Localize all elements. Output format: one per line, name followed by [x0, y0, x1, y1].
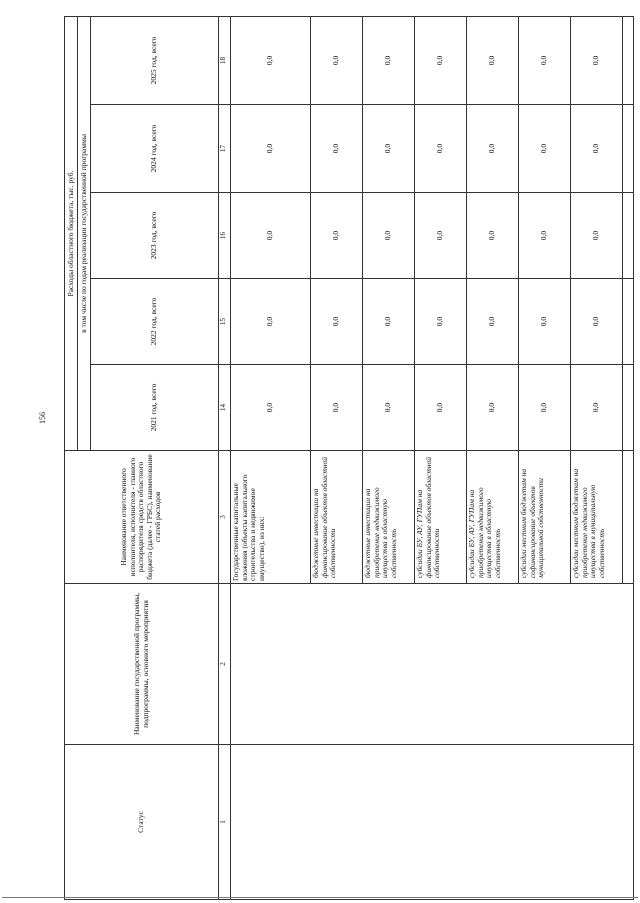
cell-value: 0,0: [415, 365, 467, 451]
header-budget-title: Расходы областного бюджета, тыс. руб.: [65, 16, 78, 450]
budget-table: [64, 16, 634, 900]
cell-value: 0,0: [311, 16, 363, 104]
cell-value: 0,0: [363, 105, 415, 193]
header-year-2022: 2022 год, всего: [91, 279, 219, 365]
empty-cell: [623, 451, 634, 584]
cell-value: 0,0: [363, 365, 415, 451]
cell-value: 0,0: [415, 193, 467, 279]
page-number: 156: [38, 412, 47, 424]
cell-value: 0,0: [363, 16, 415, 104]
column-number: 18: [219, 16, 231, 104]
empty-cell: [623, 16, 634, 104]
page-bottom-rule: [2, 897, 638, 898]
cell-value: 0,0: [467, 279, 519, 365]
cell-value: 0,0: [571, 105, 623, 193]
cell-value: 0,0: [311, 279, 363, 365]
cell-value: 0,0: [467, 365, 519, 451]
status-cell: [231, 745, 634, 900]
column-number: 14: [219, 365, 231, 451]
row-label: Государственные капитальные вложения (объекты капитального строительства и недвижимое имущество), из них:: [231, 451, 311, 584]
cell-value: 0,0: [519, 365, 571, 451]
header-year-2021: 2021 год, всего: [91, 365, 219, 451]
cell-value: 0,0: [571, 16, 623, 104]
empty-cell: [623, 279, 634, 365]
row-label: субсидии местным бюджетам на софинансирование объектов муниципальной собственности: [519, 451, 571, 584]
row-label: бюджетные инвестиции на приобретение недвижимого имущества в областную собственность: [363, 451, 415, 584]
header-executor: Наименование ответственного исполнителя, исполнителя - главного распорядителя средств областного бюджета (далее - ГРБС), наименование статей расходов: [65, 451, 219, 584]
program-cell: [231, 584, 634, 745]
budget-table-rotated: [64, 17, 632, 900]
header-program: Наименование государственной программы, подпрограммы, основного мероприятия: [65, 584, 219, 745]
row-label: субсидии БУ, АУ, ГУПам на приобретение недвижимого имущества в областную собственность: [467, 451, 519, 584]
cell-value: 0,0: [415, 16, 467, 104]
cell-value: 0,0: [571, 279, 623, 365]
column-number: 1: [219, 745, 231, 900]
cell-value: 0,0: [519, 193, 571, 279]
cell-value: 0,0: [571, 193, 623, 279]
column-number: 3: [219, 451, 231, 584]
header-status: Статус: [65, 745, 219, 900]
column-number: 17: [219, 105, 231, 193]
empty-cell: [623, 105, 634, 193]
column-number: 2: [219, 584, 231, 745]
cell-value: 0,0: [363, 193, 415, 279]
empty-cell: [623, 193, 634, 279]
cell-value: 0,0: [519, 105, 571, 193]
cell-value: 0,0: [231, 279, 311, 365]
cell-value: 0,0: [467, 16, 519, 104]
cell-value: 0,0: [467, 105, 519, 193]
cell-value: 0,0: [231, 105, 311, 193]
cell-value: 0,0: [519, 279, 571, 365]
cell-value: 0,0: [415, 105, 467, 193]
cell-value: 0,0: [311, 365, 363, 451]
column-number: 15: [219, 279, 231, 365]
header-year-2024: 2024 год, всего: [91, 105, 219, 193]
cell-value: 0,0: [519, 16, 571, 104]
cell-value: 0,0: [311, 193, 363, 279]
row-label: субсидии местным бюджетам на приобретение недвижимого имущества в муниципальную собственность: [571, 451, 623, 584]
cell-value: 0,0: [231, 16, 311, 104]
row-label: бюджетные инвестиции на финансирование объектов областной собственности: [311, 451, 363, 584]
cell-value: 0,0: [571, 365, 623, 451]
column-number: 16: [219, 193, 231, 279]
cell-value: 0,0: [311, 105, 363, 193]
cell-value: 0,0: [363, 279, 415, 365]
row-label: субсидии БУ, АУ, ГУПам на финансирование объектов областной собственности: [415, 451, 467, 584]
cell-value: 0,0: [231, 193, 311, 279]
table-row: [231, 16, 311, 899]
cell-value: 0,0: [467, 193, 519, 279]
header-by-year: в том числе по годам реализации государственной программы: [78, 16, 91, 450]
header-year-2025: 2025 год, всего: [91, 16, 219, 104]
header-year-2023: 2023 год, всего: [91, 193, 219, 279]
cell-value: 0,0: [415, 279, 467, 365]
cell-value: 0,0: [231, 365, 311, 451]
empty-cell: [623, 365, 634, 451]
